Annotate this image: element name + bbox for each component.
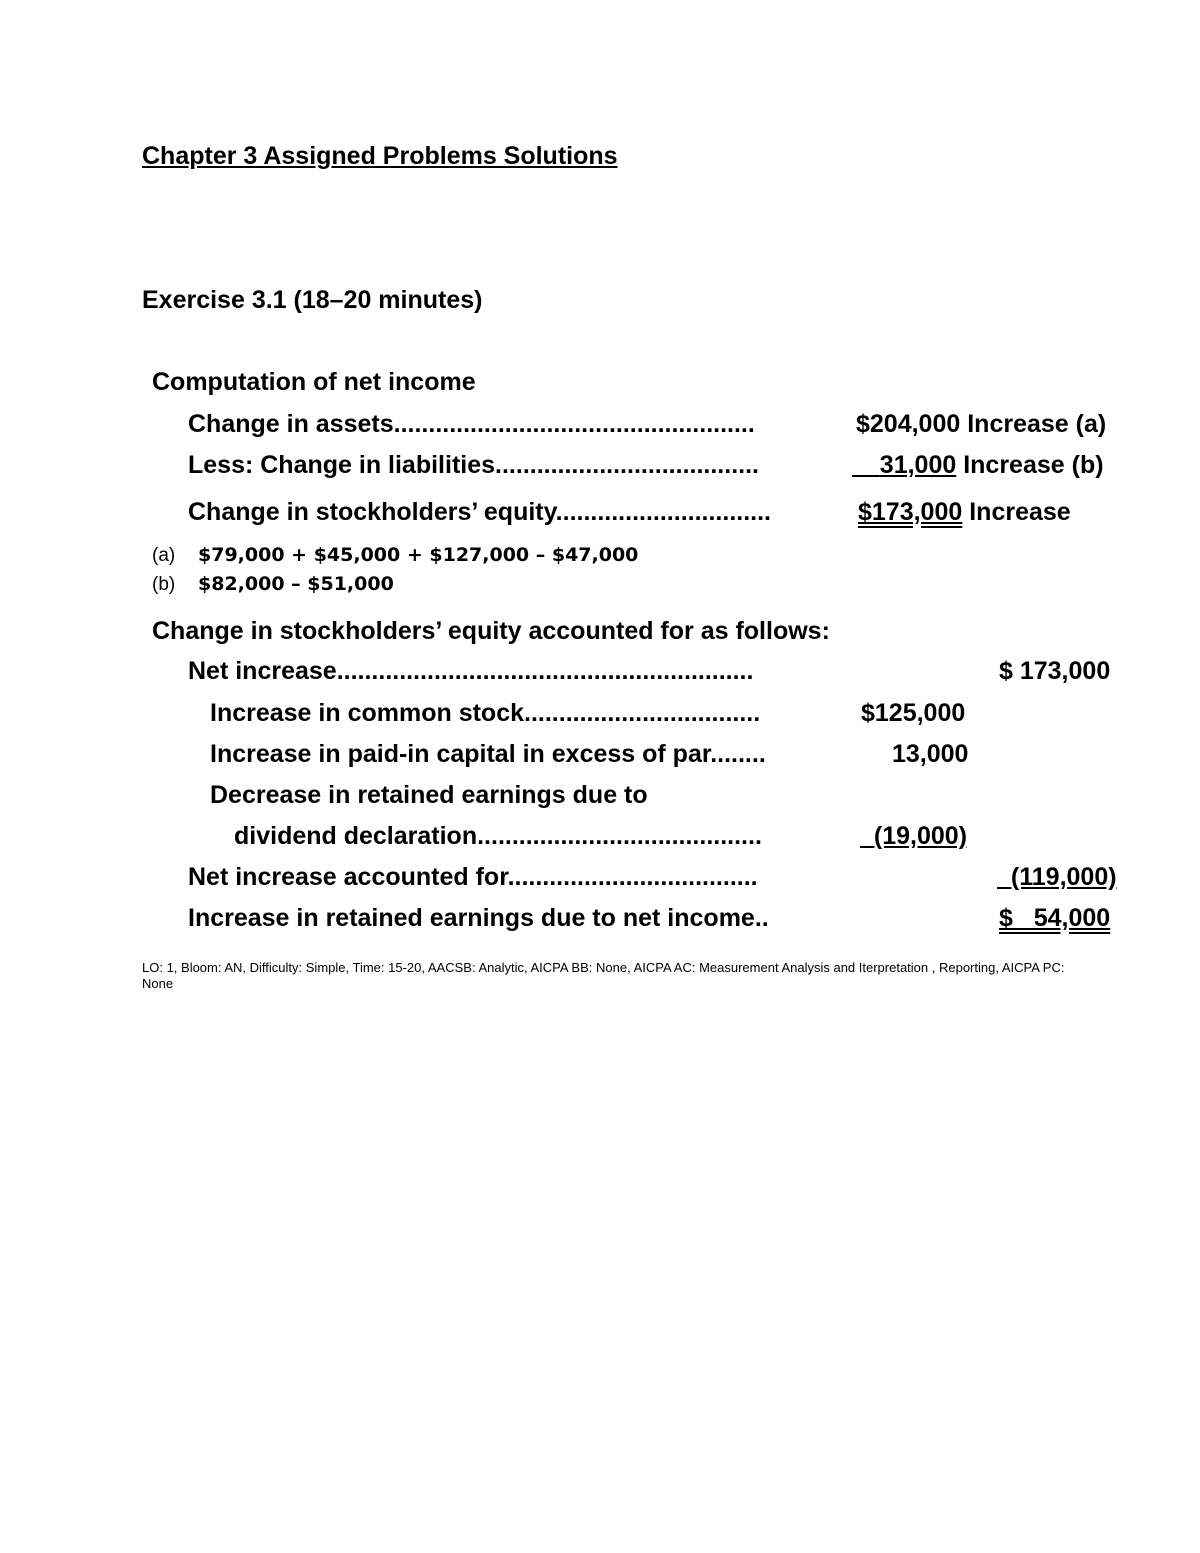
row-net-increase <box>0 657 1200 691</box>
row-label: Decrease in retained earnings due to <box>210 781 648 809</box>
row-amount: $204,000 Increase (a) <box>856 410 1107 438</box>
page-title: Chapter 3 Assigned Problems Solutions <box>142 142 618 170</box>
row-label: Increase in common stock.................................. <box>210 699 761 727</box>
row-label: Net increase............................................................ <box>188 657 754 685</box>
row-change-in-liabilities <box>0 451 1200 485</box>
note-b: (b) $82,000 – $51,000 <box>152 573 394 595</box>
row-change-in-assets <box>0 410 1200 444</box>
computation-heading: Computation of net income <box>152 368 476 396</box>
row-label: Net increase accounted for.................................... <box>188 863 758 891</box>
row-amount: 31,000 Increase (b) <box>879 451 1104 479</box>
row-net-increase-accounted <box>0 863 1200 897</box>
row-label: Change in assets.................................................... <box>188 410 755 438</box>
row-amount: (119,000) <box>1010 863 1117 891</box>
row-amount: $173,000 Increase <box>858 498 1071 526</box>
row-amount: $ 173,000 <box>999 657 1111 685</box>
row-change-in-equity <box>0 498 1200 532</box>
row-retained-decrease <box>0 781 1200 815</box>
row-common-stock <box>0 699 1200 733</box>
row-retained-net-income <box>0 904 1200 938</box>
row-label: Increase in paid-in capital in excess of par........ <box>210 740 766 768</box>
row-label: Increase in retained earnings due to net income.. <box>188 904 769 932</box>
row-label: Less: Change in liabilities...................................... <box>188 451 759 479</box>
row-amount: (19,000) <box>873 822 968 850</box>
row-label: Change in stockholders’ equity............................... <box>188 498 771 526</box>
row-amount: $125,000 <box>861 699 966 727</box>
row-amount: $ 54,000 <box>999 904 1111 932</box>
footer-metadata: LO: 1, Bloom: AN, Difficulty: Simple, Time: 15-20, AACSB: Analytic, AICPA BB: None, AICPA AC: Measurement Analysis and Iterpretation , Reporting, AICPA PC: None <box>142 960 1065 991</box>
exercise-heading: Exercise 3.1 (18–20 minutes) <box>142 286 483 314</box>
equity-heading: Change in stockholders’ equity accounted for as follows: <box>152 617 830 645</box>
note-a: (a) $79,000 + $45,000 + $127,000 – $47,000 <box>152 544 639 566</box>
row-label: dividend declaration......................................... <box>234 822 762 850</box>
row-amount: 13,000 <box>892 740 969 768</box>
row-paid-in-capital <box>0 740 1200 774</box>
row-dividend-declaration <box>0 822 1200 856</box>
